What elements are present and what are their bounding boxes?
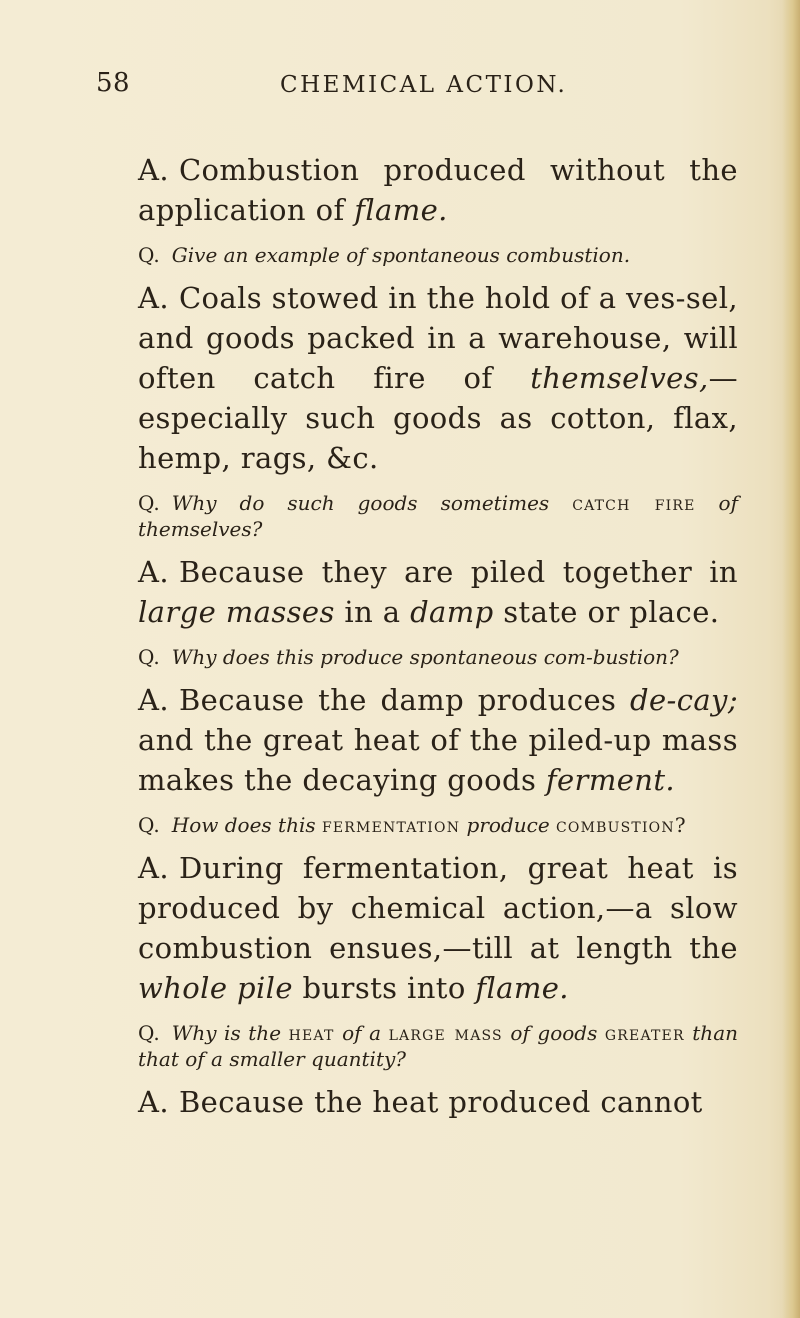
question-marker: Q. (138, 645, 160, 669)
question-small-caps: fermentation (321, 813, 461, 837)
answer-italic: themselves, (530, 361, 709, 395)
answer-italic: flame. (354, 193, 448, 227)
question-paragraph (138, 644, 738, 670)
answer-marker: A. (138, 851, 169, 885)
question-text: How does this (171, 813, 322, 837)
answer-text: —especially such goods as cotton, flax, hemp, rags, &c. (138, 361, 738, 475)
answer-text: Because the heat produced cannot (178, 1085, 703, 1119)
answer-text: bursts into (292, 971, 476, 1005)
question-text: than that of a smaller quantity? (138, 1021, 738, 1071)
question-text: Why does this produce spontaneous com-bustion? (171, 645, 679, 669)
answer-italic: whole pile (138, 971, 293, 1005)
answer-marker: A. (138, 683, 169, 717)
answer-marker: A. (138, 555, 169, 589)
question-text: Give an example of spontaneous combustion. (171, 243, 631, 267)
question-paragraph (138, 490, 738, 542)
question-paragraph (138, 242, 738, 268)
page-header (96, 68, 736, 108)
question-marker: Q. (138, 813, 160, 837)
running-head: CHEMICAL ACTION. (280, 72, 568, 98)
answer-paragraph (138, 150, 738, 230)
answer-italic: de-cay; (629, 683, 738, 717)
answer-italic: flame. (475, 971, 569, 1005)
answer-paragraph (138, 848, 738, 1008)
page-number: 58 (96, 68, 131, 98)
answer-paragraph (138, 552, 738, 632)
question-marker: Q. (138, 243, 160, 267)
question-text: produce (460, 813, 557, 837)
answer-marker: A. (138, 1085, 169, 1119)
question-text: ? (674, 813, 686, 837)
answer-italic: damp (410, 595, 494, 629)
answer-text: Coals stowed in the hold of a ves-sel, and goods packed in a warehouse, will often catch fire of (138, 281, 739, 395)
question-text: of themselves? (138, 491, 738, 541)
question-small-caps: combustion (556, 813, 675, 837)
answer-text: and the great heat of the piled-up mass makes the decaying goods (138, 723, 738, 797)
question-marker: Q. (138, 1021, 160, 1045)
answer-text: Combustion produced without the application of (138, 153, 738, 227)
answer-paragraph (138, 680, 738, 800)
answer-marker: A. (138, 153, 169, 187)
answer-text: state or place. (493, 595, 720, 629)
answer-text: Because the damp produces (178, 683, 630, 717)
question-text: Why do such goods sometimes (171, 491, 573, 515)
question-small-caps: catch fire (572, 491, 696, 515)
answer-marker: A. (138, 281, 169, 315)
question-paragraph (138, 1020, 738, 1072)
question-text: of a (334, 1021, 389, 1045)
question-text: Why is the (171, 1021, 289, 1045)
answer-text: During fermentation, great heat is produced by chemical action,—a slow combustion ensues,—till at length the (138, 851, 738, 965)
question-small-caps: greater (604, 1021, 685, 1045)
question-marker: Q. (138, 491, 160, 515)
answer-text: Because they are piled together in (178, 555, 738, 589)
question-small-caps: large mass (388, 1021, 503, 1045)
answer-italic: large masses (138, 595, 335, 629)
answer-paragraph (138, 1082, 738, 1122)
question-text: of goods (502, 1021, 605, 1045)
answer-text: in a (334, 595, 411, 629)
answer-paragraph (138, 278, 738, 478)
question-paragraph (138, 812, 738, 838)
page-edge-stain (782, 0, 800, 1318)
text-body (138, 150, 738, 1122)
answer-italic: ferment. (545, 763, 676, 797)
question-small-caps: heat (288, 1021, 335, 1045)
